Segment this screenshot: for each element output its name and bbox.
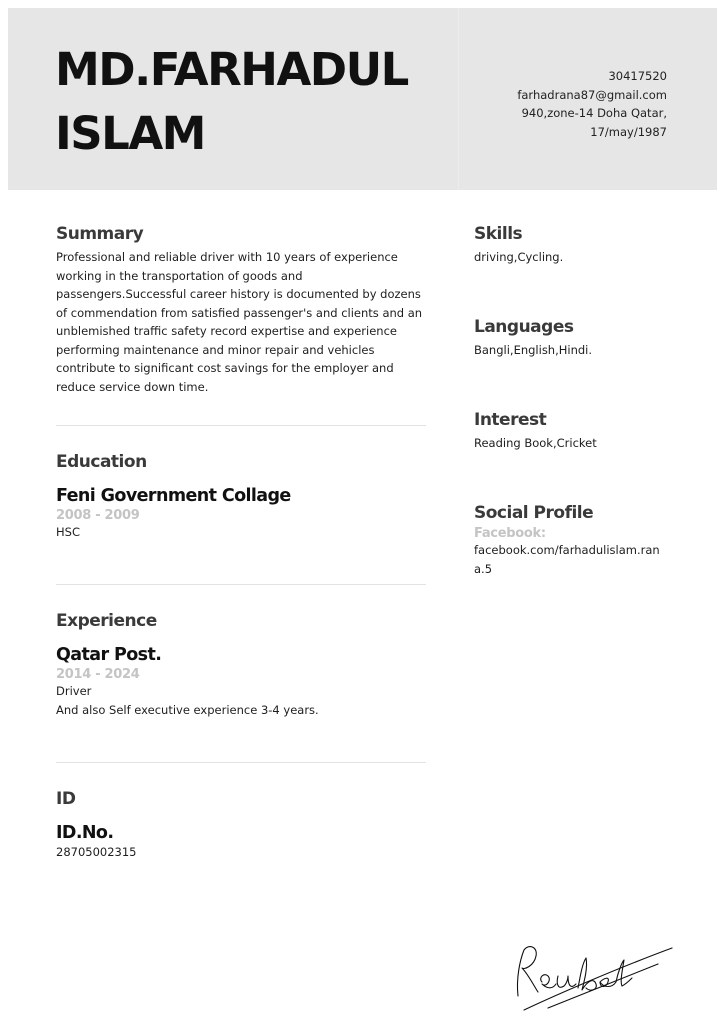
summary-section [56,224,428,396]
skills-title: Skills [474,224,523,244]
experience-title: Experience [56,611,157,631]
contact-block [427,67,667,141]
skills-text: driving,Cycling. [474,250,564,264]
contact-phone: 30417520 [608,69,667,83]
interest-text: Reading Book,Cricket [474,436,597,450]
social-section [474,503,674,578]
summary-text: Professional and reliable driver with 10 years of experience working in the transportation of goods and passengers.Successful career history is documented by dozens of commendation from satisfied passenger's and clients and an unblemished traffic safety record expertise and experience performing maintenance and minor repair and vehicles contribute to significant cost savings for the employer and reduce service down time. [56,250,423,394]
name-line-1: MD.FARHADUL [55,43,408,96]
facebook-link-line-2[interactable]: a.5 [474,561,493,576]
facebook-label: Facebook: [474,526,546,541]
languages-section [474,317,674,360]
section-divider [56,762,426,763]
id-section [56,789,428,862]
experience-company: Qatar Post. [56,645,162,665]
section-divider [56,584,426,585]
contact-dob: 17/may/1987 [590,124,667,139]
social-title: Social Profile [474,503,594,523]
education-section [56,452,428,542]
experience-dates: 2014 - 2024 [56,667,140,682]
id-title: ID [56,789,76,809]
experience-note: And also Self executive experience 3-4 years. [56,702,319,717]
education-title: Education [56,452,147,472]
contact-email: farhadrana87@gmail.com [517,87,667,102]
signature-image [508,938,678,1018]
interest-section [474,410,674,453]
id-label: ID.No. [56,823,114,843]
summary-title: Summary [56,224,144,244]
id-number: 28705002315 [56,845,137,859]
education-dates: 2008 - 2009 [56,508,140,523]
experience-role: Driver [56,684,92,698]
education-institution: Feni Government Collage [56,486,291,506]
experience-section [56,611,428,719]
resume-header [8,8,717,190]
contact-address: 940,zone-14 Doha Qatar, [521,106,667,120]
education-degree: HSC [56,525,80,539]
languages-title: Languages [474,317,574,337]
section-divider [56,425,426,426]
interest-title: Interest [474,410,547,430]
skills-section [474,224,674,267]
candidate-name [55,38,455,166]
facebook-link-line-1[interactable]: facebook.com/farhadulislam.ran [474,543,660,557]
name-line-2: ISLAM [55,107,205,160]
languages-text: Bangli,English,Hindi. [474,343,593,357]
